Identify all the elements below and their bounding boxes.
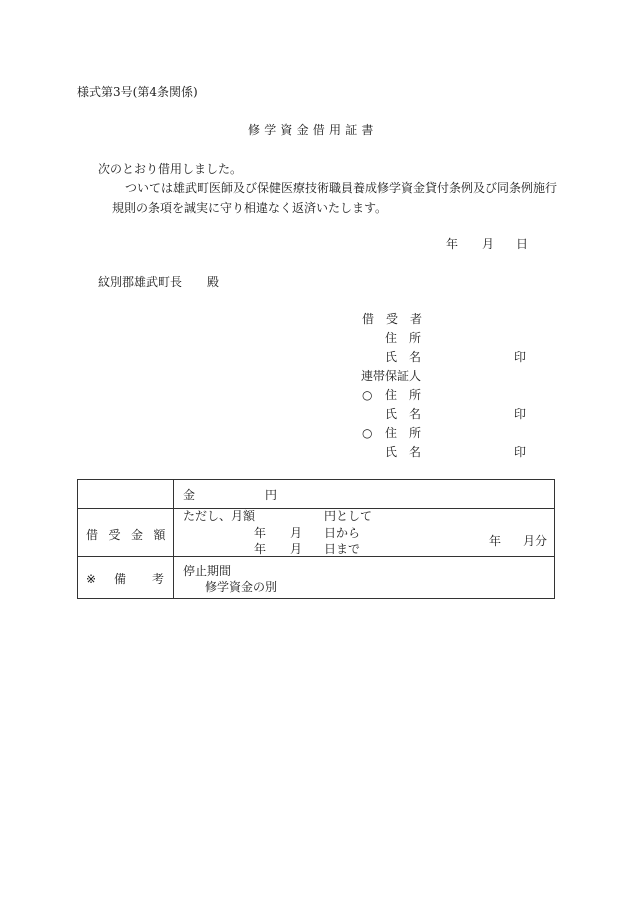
guarantor-2-seal-label: 印 bbox=[514, 445, 527, 459]
addressee-honorific: 殿 bbox=[207, 275, 220, 289]
table-row-divider-2 bbox=[78, 556, 554, 557]
scholarship-type-label: 修学資金の別 bbox=[205, 580, 278, 594]
body-text-line-2: 規則の条項を誠実に守り相違なく返済いたします。 bbox=[112, 201, 388, 215]
to-day-suffix: 日まで bbox=[324, 542, 361, 556]
amount-prefix: 金 bbox=[183, 488, 196, 502]
borrower-heading: 借受者 bbox=[362, 312, 435, 326]
from-year-label: 年 bbox=[254, 526, 267, 540]
to-month-label: 月 bbox=[290, 542, 303, 556]
guarantor-1-seal-label: 印 bbox=[514, 407, 527, 421]
remarks-row-label: 備考 bbox=[114, 572, 191, 586]
guarantor-2-address-label: 住所 bbox=[385, 426, 434, 440]
date-day-label: 日 bbox=[516, 237, 529, 251]
to-year-label: 年 bbox=[254, 542, 267, 556]
table-row-divider-1 bbox=[78, 508, 554, 509]
guarantor-2-name-label: 氏名 bbox=[385, 445, 434, 459]
monthly-amount-prefix: ただし、月額 bbox=[183, 509, 256, 523]
remarks-mark: ※ bbox=[86, 572, 97, 586]
form-number: 様式第3号(第4条関係) bbox=[77, 85, 198, 99]
guarantor-heading: 連帯保証人 bbox=[361, 369, 422, 383]
loan-table bbox=[77, 479, 555, 599]
borrower-address-label: 住所 bbox=[385, 331, 434, 345]
document-title: 修学資金借用証書 bbox=[248, 123, 378, 137]
guarantor-2-circle-mark: ○ bbox=[362, 426, 373, 440]
borrower-seal-label: 印 bbox=[514, 350, 527, 364]
date-month-label: 月 bbox=[482, 237, 495, 251]
suspension-period-label: 停止期間 bbox=[183, 564, 232, 578]
monthly-amount-suffix: 円として bbox=[324, 509, 373, 523]
date-year-label: 年 bbox=[446, 237, 459, 251]
guarantor-1-address-label: 住所 bbox=[385, 388, 434, 402]
amount-unit: 円 bbox=[265, 488, 278, 502]
amount-row-label: 借受金額 bbox=[86, 528, 177, 542]
body-text-line-1: ついては雄武町医師及び保健医療技術職員養成修学資金貸付条例及び同条例施行 bbox=[125, 181, 558, 195]
period-year-label: 年 bbox=[489, 534, 502, 548]
guarantor-1-circle-mark: ○ bbox=[362, 388, 373, 402]
period-month-label: 月分 bbox=[523, 534, 548, 548]
borrower-name-label: 氏名 bbox=[385, 350, 434, 364]
from-month-label: 月 bbox=[290, 526, 303, 540]
intro-text: 次のとおり借用しました。 bbox=[98, 162, 243, 176]
guarantor-1-name-label: 氏名 bbox=[385, 407, 434, 421]
from-day-suffix: 日から bbox=[324, 526, 361, 540]
addressee-name: 紋別郡雄武町長 bbox=[98, 275, 183, 289]
